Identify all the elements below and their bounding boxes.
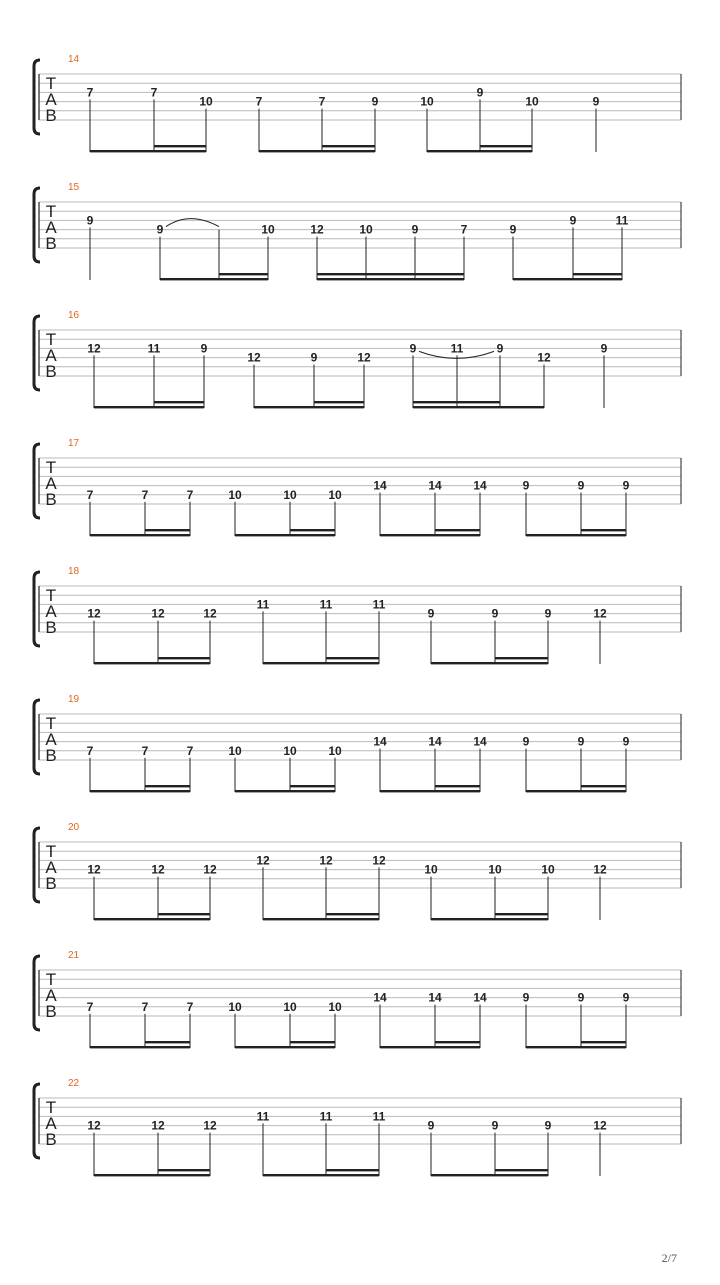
beam-secondary	[435, 785, 480, 787]
fret-number: 9	[622, 990, 630, 1005]
beam-primary	[263, 1174, 379, 1176]
beam-primary	[263, 662, 379, 664]
fret-number: 9	[522, 734, 530, 749]
tab-clef-letter-b: B	[45, 1130, 57, 1149]
beam-primary	[94, 406, 204, 408]
beam-secondary	[495, 657, 548, 659]
beam-primary	[160, 278, 268, 280]
fret-number: 9	[592, 94, 600, 109]
beam-secondary	[154, 145, 206, 147]
fret-number: 12	[593, 862, 607, 877]
fret-number: 10	[283, 743, 297, 758]
fret-number: 12	[87, 341, 101, 356]
fret-number: 7	[150, 85, 158, 100]
beam-primary	[94, 1174, 210, 1176]
measure-number: 16	[68, 310, 80, 321]
beam-secondary	[322, 145, 375, 147]
fret-number: 10	[228, 487, 242, 502]
beam-primary	[90, 1046, 190, 1048]
fret-number: 7	[86, 743, 94, 758]
beam-secondary	[154, 401, 204, 403]
beam-secondary	[326, 1169, 379, 1171]
fret-number: 9	[156, 222, 164, 237]
fret-number: 10	[283, 999, 297, 1014]
tab-clef-letter-a: A	[45, 218, 57, 237]
measure-number: 20	[68, 822, 80, 833]
fret-number: 11	[319, 1109, 333, 1124]
fret-number: 11	[450, 341, 464, 356]
fret-number: 12	[203, 606, 217, 621]
beam-secondary	[573, 273, 622, 275]
fret-number: 11	[372, 1109, 386, 1124]
beam-secondary	[219, 273, 268, 275]
measure-number: 22	[68, 1078, 80, 1089]
beam-primary	[235, 1046, 335, 1048]
beam-secondary	[158, 1169, 210, 1171]
beam-secondary	[158, 657, 210, 659]
tab-clef-letter-b: B	[45, 234, 57, 253]
beam-secondary	[480, 145, 532, 147]
fret-number: 10	[199, 94, 213, 109]
tab-clef-letter-b: B	[45, 106, 57, 125]
fret-number: 9	[427, 606, 435, 621]
fret-number: 10	[328, 999, 342, 1014]
beam-primary	[90, 150, 206, 152]
beam-secondary	[314, 401, 364, 403]
measure-number: 17	[68, 438, 80, 449]
fret-number: 9	[622, 478, 630, 493]
fret-number: 7	[255, 94, 263, 109]
fret-number: 7	[141, 999, 149, 1014]
fret-number: 9	[86, 213, 94, 228]
beam-primary	[94, 918, 210, 920]
beam-secondary	[495, 913, 548, 915]
fret-number: 14	[428, 478, 442, 493]
fret-number: 9	[509, 222, 517, 237]
tab-clef-letter-t: T	[45, 202, 57, 221]
tab-clef-letter-a: A	[45, 858, 57, 877]
beam-primary	[90, 534, 190, 536]
fret-number: 9	[544, 1118, 552, 1133]
tab-clef-letter-b: B	[45, 490, 57, 509]
tab-clef-letter-a: A	[45, 346, 57, 365]
beam-secondary	[495, 1169, 548, 1171]
fret-number: 9	[411, 222, 419, 237]
fret-number: 12	[319, 853, 333, 868]
fret-number: 10	[283, 487, 297, 502]
tab-clef-letter-t: T	[45, 970, 57, 989]
fret-number: 10	[420, 94, 434, 109]
fret-number: 9	[577, 734, 585, 749]
fret-number: 14	[373, 990, 387, 1005]
beam-secondary	[435, 1041, 480, 1043]
fret-number: 9	[476, 85, 484, 100]
fret-number: 10	[228, 999, 242, 1014]
fret-number: 12	[247, 350, 261, 365]
beam-primary	[90, 790, 190, 792]
fret-number: 9	[491, 1118, 499, 1133]
fret-number: 9	[600, 341, 608, 356]
beam-secondary	[435, 529, 480, 531]
fret-number: 10	[359, 222, 373, 237]
fret-number: 9	[522, 990, 530, 1005]
beam-secondary	[581, 1041, 626, 1043]
fret-number: 14	[428, 734, 442, 749]
beam-primary	[380, 1046, 480, 1048]
beam-primary	[235, 534, 335, 536]
fret-number: 12	[256, 853, 270, 868]
tab-clef-letter-t: T	[45, 714, 57, 733]
tab-clef-letter-a: A	[45, 1114, 57, 1133]
tab-clef-letter-t: T	[45, 330, 57, 349]
fret-number: 12	[203, 862, 217, 877]
beam-primary	[380, 790, 480, 792]
fret-number: 12	[87, 1118, 101, 1133]
beam-secondary	[158, 913, 210, 915]
fret-number: 12	[151, 606, 165, 621]
tab-clef-letter-b: B	[45, 618, 57, 637]
fret-number: 10	[525, 94, 539, 109]
fret-number: 11	[256, 1109, 270, 1124]
fret-number: 9	[491, 606, 499, 621]
beam-secondary	[145, 785, 190, 787]
fret-number: 10	[488, 862, 502, 877]
beam-secondary	[317, 273, 464, 275]
beam-primary	[259, 150, 375, 152]
beam-primary	[254, 406, 364, 408]
beam-primary	[94, 662, 210, 664]
fret-number: 12	[357, 350, 371, 365]
beam-secondary	[581, 785, 626, 787]
tab-clef-letter-a: A	[45, 602, 57, 621]
beam-primary	[526, 1046, 626, 1048]
tab-clef-letter-a: A	[45, 474, 57, 493]
fret-number: 9	[569, 213, 577, 228]
beam-secondary	[581, 529, 626, 531]
beam-primary	[427, 150, 532, 152]
beam-primary	[413, 406, 544, 408]
fret-number: 7	[141, 743, 149, 758]
fret-number: 7	[141, 487, 149, 502]
fret-number: 9	[200, 341, 208, 356]
tab-clef-letter-a: A	[45, 730, 57, 749]
fret-number: 11	[319, 597, 333, 612]
fret-number: 7	[86, 487, 94, 502]
tab-clef-letter-t: T	[45, 586, 57, 605]
fret-number: 12	[87, 862, 101, 877]
fret-number: 7	[86, 85, 94, 100]
measure-number: 21	[68, 950, 80, 961]
fret-number: 10	[261, 222, 275, 237]
measure-number: 15	[68, 182, 80, 193]
fret-number: 10	[328, 743, 342, 758]
beam-primary	[431, 1174, 548, 1176]
beam-primary	[317, 278, 464, 280]
tab-clef-letter-b: B	[45, 1002, 57, 1021]
fret-number: 9	[427, 1118, 435, 1133]
fret-number: 9	[310, 350, 318, 365]
fret-number: 12	[593, 1118, 607, 1133]
fret-number: 11	[372, 597, 386, 612]
fret-number: 9	[409, 341, 417, 356]
measure-number: 14	[68, 54, 80, 65]
beam-primary	[431, 918, 548, 920]
fret-number: 10	[424, 862, 438, 877]
fret-number: 7	[86, 999, 94, 1014]
fret-number: 14	[473, 478, 487, 493]
fret-number: 12	[537, 350, 551, 365]
beam-secondary	[145, 529, 190, 531]
fret-number: 12	[203, 1118, 217, 1133]
tab-clef-letter-t: T	[45, 842, 57, 861]
fret-number: 14	[373, 734, 387, 749]
fret-number: 12	[151, 1118, 165, 1133]
fret-number: 9	[371, 94, 379, 109]
fret-number: 10	[541, 862, 555, 877]
page-number: 2/7	[661, 1251, 677, 1265]
tab-clef-letter-t: T	[45, 1098, 57, 1117]
beam-secondary	[290, 1041, 335, 1043]
fret-number: 7	[186, 743, 194, 758]
beam-secondary	[413, 401, 500, 403]
tie-arc	[166, 219, 219, 227]
beam-secondary	[290, 785, 335, 787]
fret-number: 9	[496, 341, 504, 356]
fret-number: 12	[151, 862, 165, 877]
fret-number: 12	[593, 606, 607, 621]
tab-clef-letter-b: B	[45, 874, 57, 893]
fret-number: 14	[473, 990, 487, 1005]
fret-number: 10	[228, 743, 242, 758]
beam-secondary	[326, 913, 379, 915]
beam-primary	[526, 534, 626, 536]
fret-number: 7	[318, 94, 326, 109]
fret-number: 7	[186, 487, 194, 502]
beam-primary	[263, 918, 379, 920]
beam-primary	[513, 278, 622, 280]
fret-number: 12	[310, 222, 324, 237]
tab-clef-letter-t: T	[45, 74, 57, 93]
fret-number: 11	[147, 341, 161, 356]
fret-number: 11	[615, 213, 629, 228]
fret-number: 9	[522, 478, 530, 493]
tab-clef-letter-b: B	[45, 746, 57, 765]
tab-clef-letter-a: A	[45, 90, 57, 109]
beam-secondary	[326, 657, 379, 659]
beam-secondary	[290, 529, 335, 531]
measure-number: 19	[68, 694, 80, 705]
tab-clef-letter-t: T	[45, 458, 57, 477]
tab-clef-letter-b: B	[45, 362, 57, 381]
fret-number: 7	[186, 999, 194, 1014]
fret-number: 12	[372, 853, 386, 868]
beam-primary	[526, 790, 626, 792]
measure-number: 18	[68, 566, 80, 577]
fret-number: 9	[622, 734, 630, 749]
fret-number: 11	[256, 597, 270, 612]
fret-number: 12	[87, 606, 101, 621]
fret-number: 10	[328, 487, 342, 502]
fret-number: 9	[544, 606, 552, 621]
fret-number: 9	[577, 478, 585, 493]
fret-number: 14	[473, 734, 487, 749]
fret-number: 14	[428, 990, 442, 1005]
tab-clef-letter-a: A	[45, 986, 57, 1005]
fret-number: 14	[373, 478, 387, 493]
beam-secondary	[145, 1041, 190, 1043]
fret-number: 9	[577, 990, 585, 1005]
beam-primary	[380, 534, 480, 536]
beam-primary	[235, 790, 335, 792]
fret-number: 7	[460, 222, 468, 237]
beam-primary	[431, 662, 548, 664]
